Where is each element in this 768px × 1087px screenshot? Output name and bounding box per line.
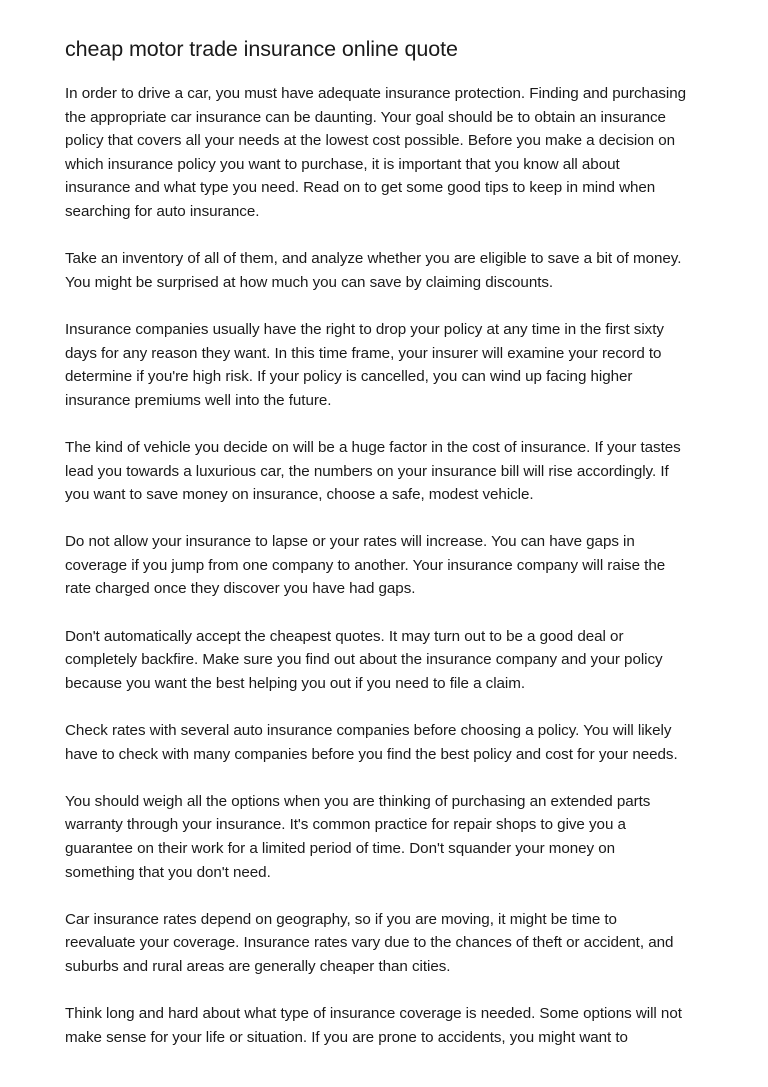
page-title: cheap motor trade insurance online quote xyxy=(65,37,458,61)
paragraph-check-rates: Check rates with several auto insurance companies before choosing a policy. You will likely have to check with many companies before you find the best policy and cost for your needs. xyxy=(65,722,678,763)
paragraph-vehicle-choice: The kind of vehicle you decide on will be a huge factor in the cost of insurance. If your tastes lead you towards a luxurious car, the numbers on your insurance bill will rise accordingly. If you want to save money on insurance, choose a safe, modest vehicle. xyxy=(65,438,681,504)
paragraph-geography: Car insurance rates depend on geography, so if you are moving, it might be time to reevaluate your coverage. Insurance rates vary due to the chances of theft or accident, and suburbs and rural areas are generally cheaper than cities. xyxy=(65,910,674,975)
paragraph-cheapest-quotes: Don't automatically accept the cheapest quotes. It may turn out to be a good deal or completely backfire. Make sure you find out about the insurance company and your policy because you want the best helping you out if you need to file a claim. xyxy=(65,627,663,692)
paragraph-discounts: Take an inventory of all of them, and analyze whether you are eligible to save a bit of money. You might be surprised at how much you can save by claiming discounts. xyxy=(65,250,682,291)
paragraph-warranty: You should weigh all the options when you are thinking of purchasing an extended parts warranty through your insurance. It's common practice for repair shops to give you a guarantee on their work for a limited period of time. Don't squander your money on something that you don't need. xyxy=(65,792,651,881)
paragraph-coverage-type: Think long and hard about what type of insurance coverage is needed. Some options will not make sense for your life or situation. If you are prone to accidents, you might want to xyxy=(65,1005,682,1046)
paragraph-policy-drop: Insurance companies usually have the right to drop your policy at any time in the first sixty days for any reason they want. In this time frame, your insurer will examine your record to determine if you're high risk. If your policy is cancelled, you can wind up facing higher insurance premiums well into the future. xyxy=(65,320,664,409)
paragraph-lapse: Do not allow your insurance to lapse or your rates will increase. You can have gaps in coverage if you jump from one company to another. Your insurance company will raise the rate charged once they discover you have had gaps. xyxy=(65,533,666,598)
paragraph-intro: In order to drive a car, you must have adequate insurance protection. Finding and purchasing the appropriate car insurance can be daunting. Your goal should be to obtain an insurance policy that covers all your needs at the lowest cost possible. Before you make a decision on which insurance policy you want to purchase, it is important that you know all about insurance and what type you need. Read on to get some good tips to keep in mind when searching for auto insurance. xyxy=(65,85,687,220)
document-body xyxy=(65,82,715,1049)
document-page xyxy=(65,36,715,1073)
